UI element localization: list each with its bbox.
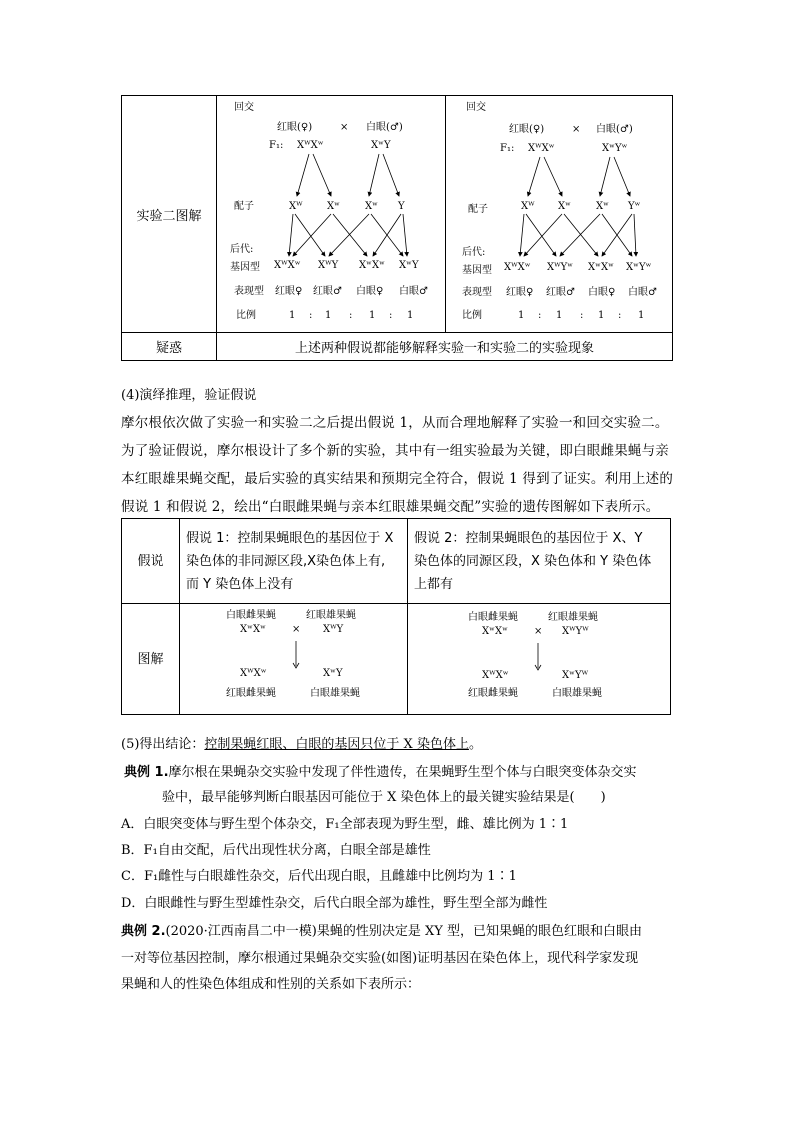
f1-female: XᵂXʷ bbox=[297, 140, 324, 151]
section5-prefix: (5)得出结论： bbox=[121, 737, 205, 752]
hyp2-diagram bbox=[408, 604, 671, 715]
f1-female: XᵂXʷ bbox=[528, 143, 555, 154]
paragraph-line: 为了验证假说，摩尔根设计了多个新的实验，其中有一组实验最为关键，即白眼雌果蝇与亲 bbox=[121, 443, 669, 459]
phenotype-3: 白眼♀ bbox=[356, 286, 384, 297]
hyp1-diagram bbox=[180, 604, 408, 715]
section5-suffix: 。 bbox=[468, 737, 482, 752]
left-diagram-svg bbox=[217, 96, 445, 328]
male-label: 红眼雄果蝇 bbox=[306, 610, 356, 621]
ratio-2: 1 bbox=[325, 310, 332, 321]
gamete-label: 配子 bbox=[468, 204, 488, 215]
phenotype-2: 红眼♂ bbox=[313, 286, 342, 297]
offspring-label: 后代: bbox=[462, 247, 486, 258]
female-genotype: XʷXʷ bbox=[240, 624, 266, 635]
right-cross-diagram bbox=[446, 96, 673, 333]
phenotype-1: 红眼♀ bbox=[275, 286, 303, 297]
hyp2-line: 假说 2：控制果蝇眼色的基因位于 X、Y bbox=[414, 530, 643, 546]
phenotype-label: 表现型 bbox=[462, 287, 492, 298]
example1-option-b[interactable]: B．F₁自由交配，后代出现性状分离，白眼全部是雄性 bbox=[121, 843, 431, 858]
example1-option-a[interactable]: A．白眼突变体与野生型个体杂交，F₁全部表现为野生型，雌、雄比例为 1∶1 bbox=[121, 817, 569, 832]
example1-option-c[interactable]: C．F₁雌性与白眼雄性杂交，后代出现白眼，且雌雄中比例均为 1∶1 bbox=[121, 869, 517, 884]
off-female-label: 红眼雌果蝇 bbox=[226, 688, 276, 699]
genotype-label: 基因型 bbox=[462, 265, 492, 276]
male-genotype: XᵂYᵂ bbox=[562, 626, 589, 637]
genotype-2: XᵂY bbox=[318, 260, 339, 271]
hyp1-line: 而 Y 染色体上没有 bbox=[186, 576, 294, 592]
male-label: 红眼雄果蝇 bbox=[548, 612, 598, 623]
title: 回交 bbox=[234, 102, 254, 113]
ratio-label: 比例 bbox=[462, 310, 482, 321]
ratio-sep-2: : bbox=[349, 310, 353, 321]
hyp1-diagram-svg bbox=[180, 604, 406, 706]
section4-paragraph bbox=[121, 409, 677, 521]
ratio-label: 比例 bbox=[236, 310, 256, 321]
row-label-diagram: 实验二图解 bbox=[122, 96, 217, 333]
ratio-1: 1 bbox=[289, 310, 296, 321]
female-label: 白眼雌果蝇 bbox=[468, 612, 518, 623]
phenotype-4: 白眼♂ bbox=[399, 286, 428, 297]
ratio-3: 1 bbox=[598, 310, 605, 321]
example2-line2: 一对等位基因控制，摩尔根通过果蝇杂交实验(如图)证明基因在染色体上，现代科学家发现 bbox=[121, 951, 639, 966]
ratio-2: 1 bbox=[556, 310, 563, 321]
off-male-label: 白眼雄果蝇 bbox=[552, 688, 602, 699]
example1-stem-line1 bbox=[124, 763, 637, 783]
section4-heading: (4)演绎推理，验证假说 bbox=[121, 388, 257, 403]
off-male-genotype: XʷYᵂ bbox=[562, 670, 589, 681]
gamete-2: Xʷ bbox=[327, 201, 340, 212]
gamete-1: Xᵂ bbox=[521, 201, 535, 212]
female-parent: 红眼(♀) bbox=[509, 124, 545, 135]
f1-label: F₁: bbox=[269, 140, 284, 151]
experiment-table bbox=[121, 95, 673, 361]
ratio-4: 1 bbox=[638, 310, 645, 321]
genotype-2: XᵂYʷ bbox=[547, 262, 574, 273]
hyp2-line: 染色体的同源区段，X 染色体和 Y 染色体 bbox=[414, 553, 652, 569]
row-label-doubt: 疑惑 bbox=[122, 333, 217, 361]
genotype-1: XᵂXʷ bbox=[274, 260, 301, 271]
paragraph-line: 假说 1 和假说 2，绘出“白眼雌果蝇与亲本红眼雄果蝇交配”实验的遗传图解如下表所示。 bbox=[121, 499, 660, 515]
hypothesis-1 bbox=[180, 519, 408, 604]
example2-line1 bbox=[121, 922, 642, 942]
example2-label: 典例 2. bbox=[121, 924, 166, 939]
phenotype-4: 白眼♂ bbox=[628, 287, 657, 298]
gamete-4: Y bbox=[398, 201, 405, 212]
ratio-sep-3: : bbox=[389, 310, 393, 321]
ratio-sep-1: : bbox=[309, 310, 313, 321]
off-female-genotype: XᵂXʷ bbox=[482, 670, 509, 681]
example2-text: (2020·江西南昌二中一模)果蝇的性别决定是 XY 型，已知果蝇的眼色红眼和白眼由 bbox=[165, 924, 642, 939]
right-diagram-svg bbox=[446, 96, 672, 328]
male-parent: 白眼(♂) bbox=[366, 122, 403, 133]
row-label-hypothesis: 假说 bbox=[122, 519, 180, 604]
hyp1-line: 假说 1：控制果蝇眼色的基因位于 X bbox=[186, 530, 394, 546]
example1-stem-line2: 验中，最早能够判断白眼基因可能位于 X 染色体上的最关键实验结果是( ) bbox=[162, 790, 606, 805]
phenotype-1: 红眼♀ bbox=[506, 287, 534, 298]
genotype-label: 基因型 bbox=[230, 262, 260, 273]
off-female-label: 红眼雌果蝇 bbox=[468, 688, 518, 699]
female-parent: 红眼(♀) bbox=[277, 122, 313, 133]
offspring-arrows bbox=[289, 214, 407, 256]
gamete-arrows bbox=[297, 154, 399, 196]
ratio-1: 1 bbox=[518, 310, 525, 321]
gamete-1: Xᵂ bbox=[289, 201, 303, 212]
cross-symbol: × bbox=[340, 122, 349, 133]
phenotype-2: 红眼♂ bbox=[546, 287, 575, 298]
gamete-3: Xʷ bbox=[365, 201, 378, 212]
hyp2-line: 上都有 bbox=[414, 576, 454, 592]
ratio-3: 1 bbox=[369, 310, 376, 321]
male-parent: 白眼(♂) bbox=[596, 124, 633, 135]
paragraph-line: 摩尔根依次做了实验一和实验二之后提出假说 1，从而合理地解释了实验一和回交实验二。 bbox=[121, 415, 669, 431]
cross-symbol: × bbox=[292, 624, 301, 635]
ratio-sep-3: : bbox=[618, 310, 622, 321]
section5-conclusion bbox=[121, 735, 482, 755]
phenotype-3: 白眼♀ bbox=[588, 287, 616, 298]
gamete-2: Xʷ bbox=[558, 201, 571, 212]
genotype-4: XʷY bbox=[399, 260, 419, 271]
off-female-genotype: XᵂXʷ bbox=[240, 668, 267, 679]
genotype-4: XʷYʷ bbox=[626, 262, 652, 273]
f1-male: XʷY bbox=[371, 140, 391, 151]
hypothesis-table bbox=[121, 518, 671, 715]
gamete-label: 配子 bbox=[234, 201, 254, 212]
cross-symbol: × bbox=[572, 124, 581, 135]
example1-option-d[interactable]: D．白眼雌性与野生型雄性杂交，后代白眼全部为雄性，野生型全部为雌性 bbox=[121, 896, 548, 911]
offspring-arrows bbox=[520, 214, 636, 256]
row-label-diagram: 图解 bbox=[122, 604, 180, 715]
gamete-arrows bbox=[528, 157, 630, 196]
ratio-sep-1: : bbox=[538, 310, 542, 321]
gamete-3: Xʷ bbox=[596, 201, 609, 212]
hyp1-line: 染色体的非同源区段,X染色体上有, bbox=[186, 553, 386, 569]
ratio-4: 1 bbox=[407, 310, 414, 321]
title: 回交 bbox=[466, 102, 486, 113]
example1-text: 摩尔根在果蝇杂交实验中发现了伴性遗传，在果蝇野生型个体与白眼突变体杂交实 bbox=[168, 765, 637, 780]
hypothesis-2 bbox=[408, 519, 671, 604]
genotype-3: XʷXʷ bbox=[359, 260, 385, 271]
offspring-label: 后代: bbox=[230, 244, 254, 255]
gamete-4: Yʷ bbox=[628, 201, 641, 212]
female-genotype: XʷXʷ bbox=[482, 626, 508, 637]
genotype-1: XᵂXʷ bbox=[504, 262, 531, 273]
genotype-3: XʷXʷ bbox=[588, 262, 614, 273]
left-cross-diagram bbox=[217, 96, 446, 333]
off-male-genotype: XʷY bbox=[323, 668, 343, 679]
hyp2-diagram-svg bbox=[408, 604, 668, 706]
paragraph-line: 本红眼雄果蝇交配，最后实验的真实结果和预期完全符合，假说 1 得到了证实。利用上述的 bbox=[121, 471, 674, 487]
example2-line3: 果蝇和人的性染色体组成和性别的关系如下表所示： bbox=[121, 977, 421, 992]
doubt-text: 上述两种假说都能够解释实验一和实验二的实验现象 bbox=[217, 333, 673, 361]
example1-label: 典例 1. bbox=[124, 765, 169, 780]
off-male-label: 白眼雄果蝇 bbox=[310, 688, 360, 699]
f1-male: XʷYʷ bbox=[602, 143, 628, 154]
section5-underlined: 控制果蝇红眼、白眼的基因只位于 X 染色体上 bbox=[204, 737, 469, 752]
male-genotype: XᵂY bbox=[323, 624, 344, 635]
f1-label: F₁: bbox=[500, 143, 515, 154]
ratio-sep-2: : bbox=[580, 310, 584, 321]
female-label: 白眼雌果蝇 bbox=[226, 610, 276, 621]
cross-symbol: × bbox=[534, 626, 543, 637]
phenotype-label: 表现型 bbox=[234, 286, 264, 297]
